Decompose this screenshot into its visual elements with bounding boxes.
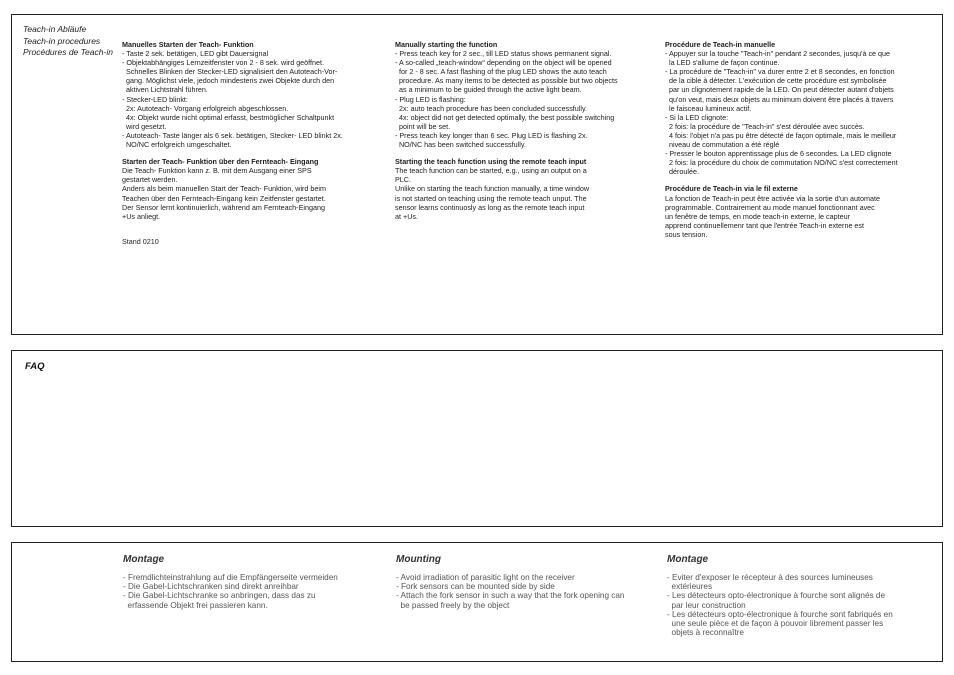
mounting-line: extérieures — [667, 582, 713, 592]
mounting-line: be passed freely by the object — [396, 600, 510, 610]
text-line: - Si la LED clignote: — [665, 112, 729, 122]
text-line: par un clignotement rapide de la LED. On peut détecter autant d'objets — [665, 85, 894, 95]
section-heading: Starting the teach function using the remote teach input — [395, 157, 587, 167]
section-heading: Procédure de Teach-in manuelle — [665, 40, 776, 49]
text-line: sous tension. — [665, 229, 708, 239]
faq-panel — [11, 350, 943, 527]
text-line: - Stecker-LED blinkt: — [122, 94, 188, 104]
text-line: The teach function can be started, e.g., using an output on a — [395, 166, 587, 176]
spacer — [122, 229, 380, 237]
text-line: is not started on teaching using the remote teach unput. The — [395, 193, 587, 203]
text-line: 4 fois: l'objet n'a pas pu être détecté de façon optimale, mais le meilleur — [665, 130, 897, 140]
mounting-line: - Die Gabel-Lichtschranken sind direkt anreihbar — [123, 582, 299, 592]
text-line: aktiven Lichtstrahl führen. — [122, 85, 208, 95]
mounting-heading: Mounting — [396, 554, 441, 565]
text-line: Schnelles Blinken der Stecker-LED signalisiert den Autoteach-Vor- — [122, 67, 338, 77]
teach-column-german — [122, 40, 380, 246]
text-line: programmable. Contrairement au mode manuel fonctionnant avec — [665, 202, 875, 212]
text-line: - Autoteach- Taste länger als 6 sek. betätigen, Stecker- LED blinkt 2x. — [122, 130, 343, 140]
mounting-line: par leur construction — [667, 600, 746, 610]
text-line: - La procédure de "Teach-in" va durer entre 2 et 8 secondes, en fonction — [665, 67, 895, 77]
text-line: La fonction de Teach-in peut être activée via la sortie d'un automate — [665, 193, 881, 203]
mounting-panel — [11, 542, 943, 662]
text-line: 2x: Autoteach- Vorgang erfolgreich abgeschlossen. — [122, 103, 289, 113]
text-line: - Taste 2 sek. betätigen, LED gibt Dauersignal — [122, 49, 269, 59]
mounting-line: - Fremdlichteinstrahlung auf die Empfängerseite vermeiden — [123, 573, 338, 582]
text-line: wird gesetzt. — [122, 121, 167, 131]
text-line: NO/NC has been switched successfully. — [395, 140, 526, 150]
text-line: - Press teach key longer than 6 sec. Plug LED is flashing 2x. — [395, 130, 588, 140]
text-line: apprend continuellemenr tant que l'entrée Teach-in externe est — [665, 220, 865, 230]
mounting-line: erfassende Objekt frei passieren kann. — [123, 600, 268, 610]
section-heading: Starten der Teach- Funktion über den Fernteach- Eingang — [122, 157, 319, 167]
spacer — [122, 149, 380, 157]
mounting-column-english — [396, 554, 656, 610]
text-line: NO/NC erfolgreich umgeschaltet. — [122, 140, 232, 150]
text-line: Stand 0210 — [122, 236, 159, 246]
text-line: le faisceau lumineux actif. — [665, 103, 752, 113]
text-line: - Plug LED is flashing: — [395, 94, 466, 104]
text-line: - Press teach key for 2 sec., till LED status shows permanent signal. — [395, 49, 612, 59]
section-heading: Procédure de Teach-in via le fil externe — [665, 184, 798, 194]
mounting-line: - Avoid irradiation of parasitic light on the receiver — [396, 573, 575, 582]
text-line: Die Teach- Funktion kann z. B. mit dem Ausgang einer SPS — [122, 166, 312, 176]
spacer — [665, 176, 927, 184]
spacer — [395, 149, 650, 157]
text-line: - Objektabhängiges Lernzeitfenster von 2 - 8 sek. wird geöffnet. — [122, 58, 325, 68]
text-line: at +Us. — [395, 211, 418, 221]
text-line: sensor learns continuosly as long as the remote teach input — [395, 202, 585, 212]
text-line: la LED s'allume de façon continue. — [665, 58, 780, 68]
faq-title: FAQ — [25, 361, 45, 372]
text-line: niveau de commutation a été réglé — [665, 140, 780, 150]
text-line: déroulée. — [665, 167, 699, 177]
text-line: qu'on veut, mais deux objets au minimum doivent être placés à travers — [665, 94, 894, 104]
teach-in-panel — [11, 14, 943, 335]
text-line: Der Sensor lernt kontinuierlich, während am Fernteach-Eingang — [122, 202, 325, 212]
text-line: 4x: object did not get detected optimally, the best possible switching — [395, 112, 615, 122]
text-line: as a minimum to be guided through the active light beam. — [395, 85, 582, 95]
text-line: un fenêtre de temps, en mode teach-in externe, le capteur — [665, 211, 850, 221]
text-line: PLC. — [395, 175, 411, 185]
side-label-de: Teach-in Abläufe — [23, 24, 87, 34]
text-line: - Presser le bouton apprentissage plus de 6 secondes. La LED clignote — [665, 149, 892, 159]
text-line: Teachen über den Fernteach-Eingang kein Zeitfenster gestartet. — [122, 193, 326, 203]
mounting-line: - Les détecteurs opto-électronique à fourche sont fabriqués en — [667, 609, 893, 619]
mounting-heading: Montage — [667, 554, 709, 565]
mounting-line: - Attach the fork sensor in such a way that the fork opening can — [396, 591, 625, 601]
text-line: Anders als beim manuellen Start der Teach- Funktion, wird beim — [122, 184, 327, 194]
text-line: gang. Möglichst viele, jedoch mindestens zwei Objekte durch den — [122, 76, 335, 86]
mounting-heading: Montage — [123, 554, 165, 565]
text-line: - Appuyer sur la touche "Teach-in" pendant 2 secondes, jusqu'à ce que — [665, 49, 891, 59]
text-line: Unlike on starting the teach function manually, a time window — [395, 184, 590, 194]
side-label-fr: Procédures de Teach-in — [23, 47, 113, 57]
teach-in-side-labels — [23, 24, 113, 59]
mounting-line: - Eviter d'exposer le récepteur à des sources lumineuses — [667, 573, 873, 582]
text-line: +Us anliegt. — [122, 211, 161, 221]
spacer — [122, 221, 380, 229]
mounting-line: - Die Gabel-Lichtschranke so anbringen, dass das zu — [123, 591, 316, 601]
mounting-column-german — [123, 554, 383, 610]
text-line: 2x: auto teach procedure has been concluded successfully. — [395, 103, 588, 113]
mounting-column-french — [667, 554, 932, 637]
section-heading: Manually starting the function — [395, 40, 498, 49]
mounting-line: - Les détecteurs opto-électronique à fourche sont alignés de — [667, 591, 886, 601]
text-line: procedure. As many items to be detected as possible but two objects — [395, 76, 618, 86]
text-line: de la cible à détecter. L'exécution de cette procédure est symbolisée — [665, 76, 887, 86]
text-line: 2 fois: la procédure de "Teach-in" s'est déroulée avec succès. — [665, 121, 865, 131]
side-label-en: Teach-in procedures — [23, 35, 101, 46]
mounting-line: - Fork sensors can be mounted side by side — [396, 582, 555, 592]
text-line: 2 fois: la procédure du choix de commutation NO/NC s'est correctement — [665, 158, 898, 168]
text-line: - A so-called „teach-window“ depending on the object will be opened — [395, 58, 612, 68]
text-line: point will be set. — [395, 121, 451, 131]
section-heading: Manuelles Starten der Teach- Funktion — [122, 40, 254, 49]
text-line: 4x: Objekt wurde nicht optimal erfasst, bestmöglicher Schaltpunkt — [122, 112, 335, 122]
teach-column-english — [395, 40, 650, 221]
text-line: gestartet werden. — [122, 175, 178, 185]
text-line: for 2 - 8 sec. A fast flashing of the plug LED shows the auto teach — [395, 67, 607, 77]
teach-column-french — [665, 40, 927, 239]
mounting-line: objets à reconnaître — [667, 628, 744, 638]
mounting-line: une seule pièce et de façon à pouvoir librement passer les — [667, 619, 884, 629]
